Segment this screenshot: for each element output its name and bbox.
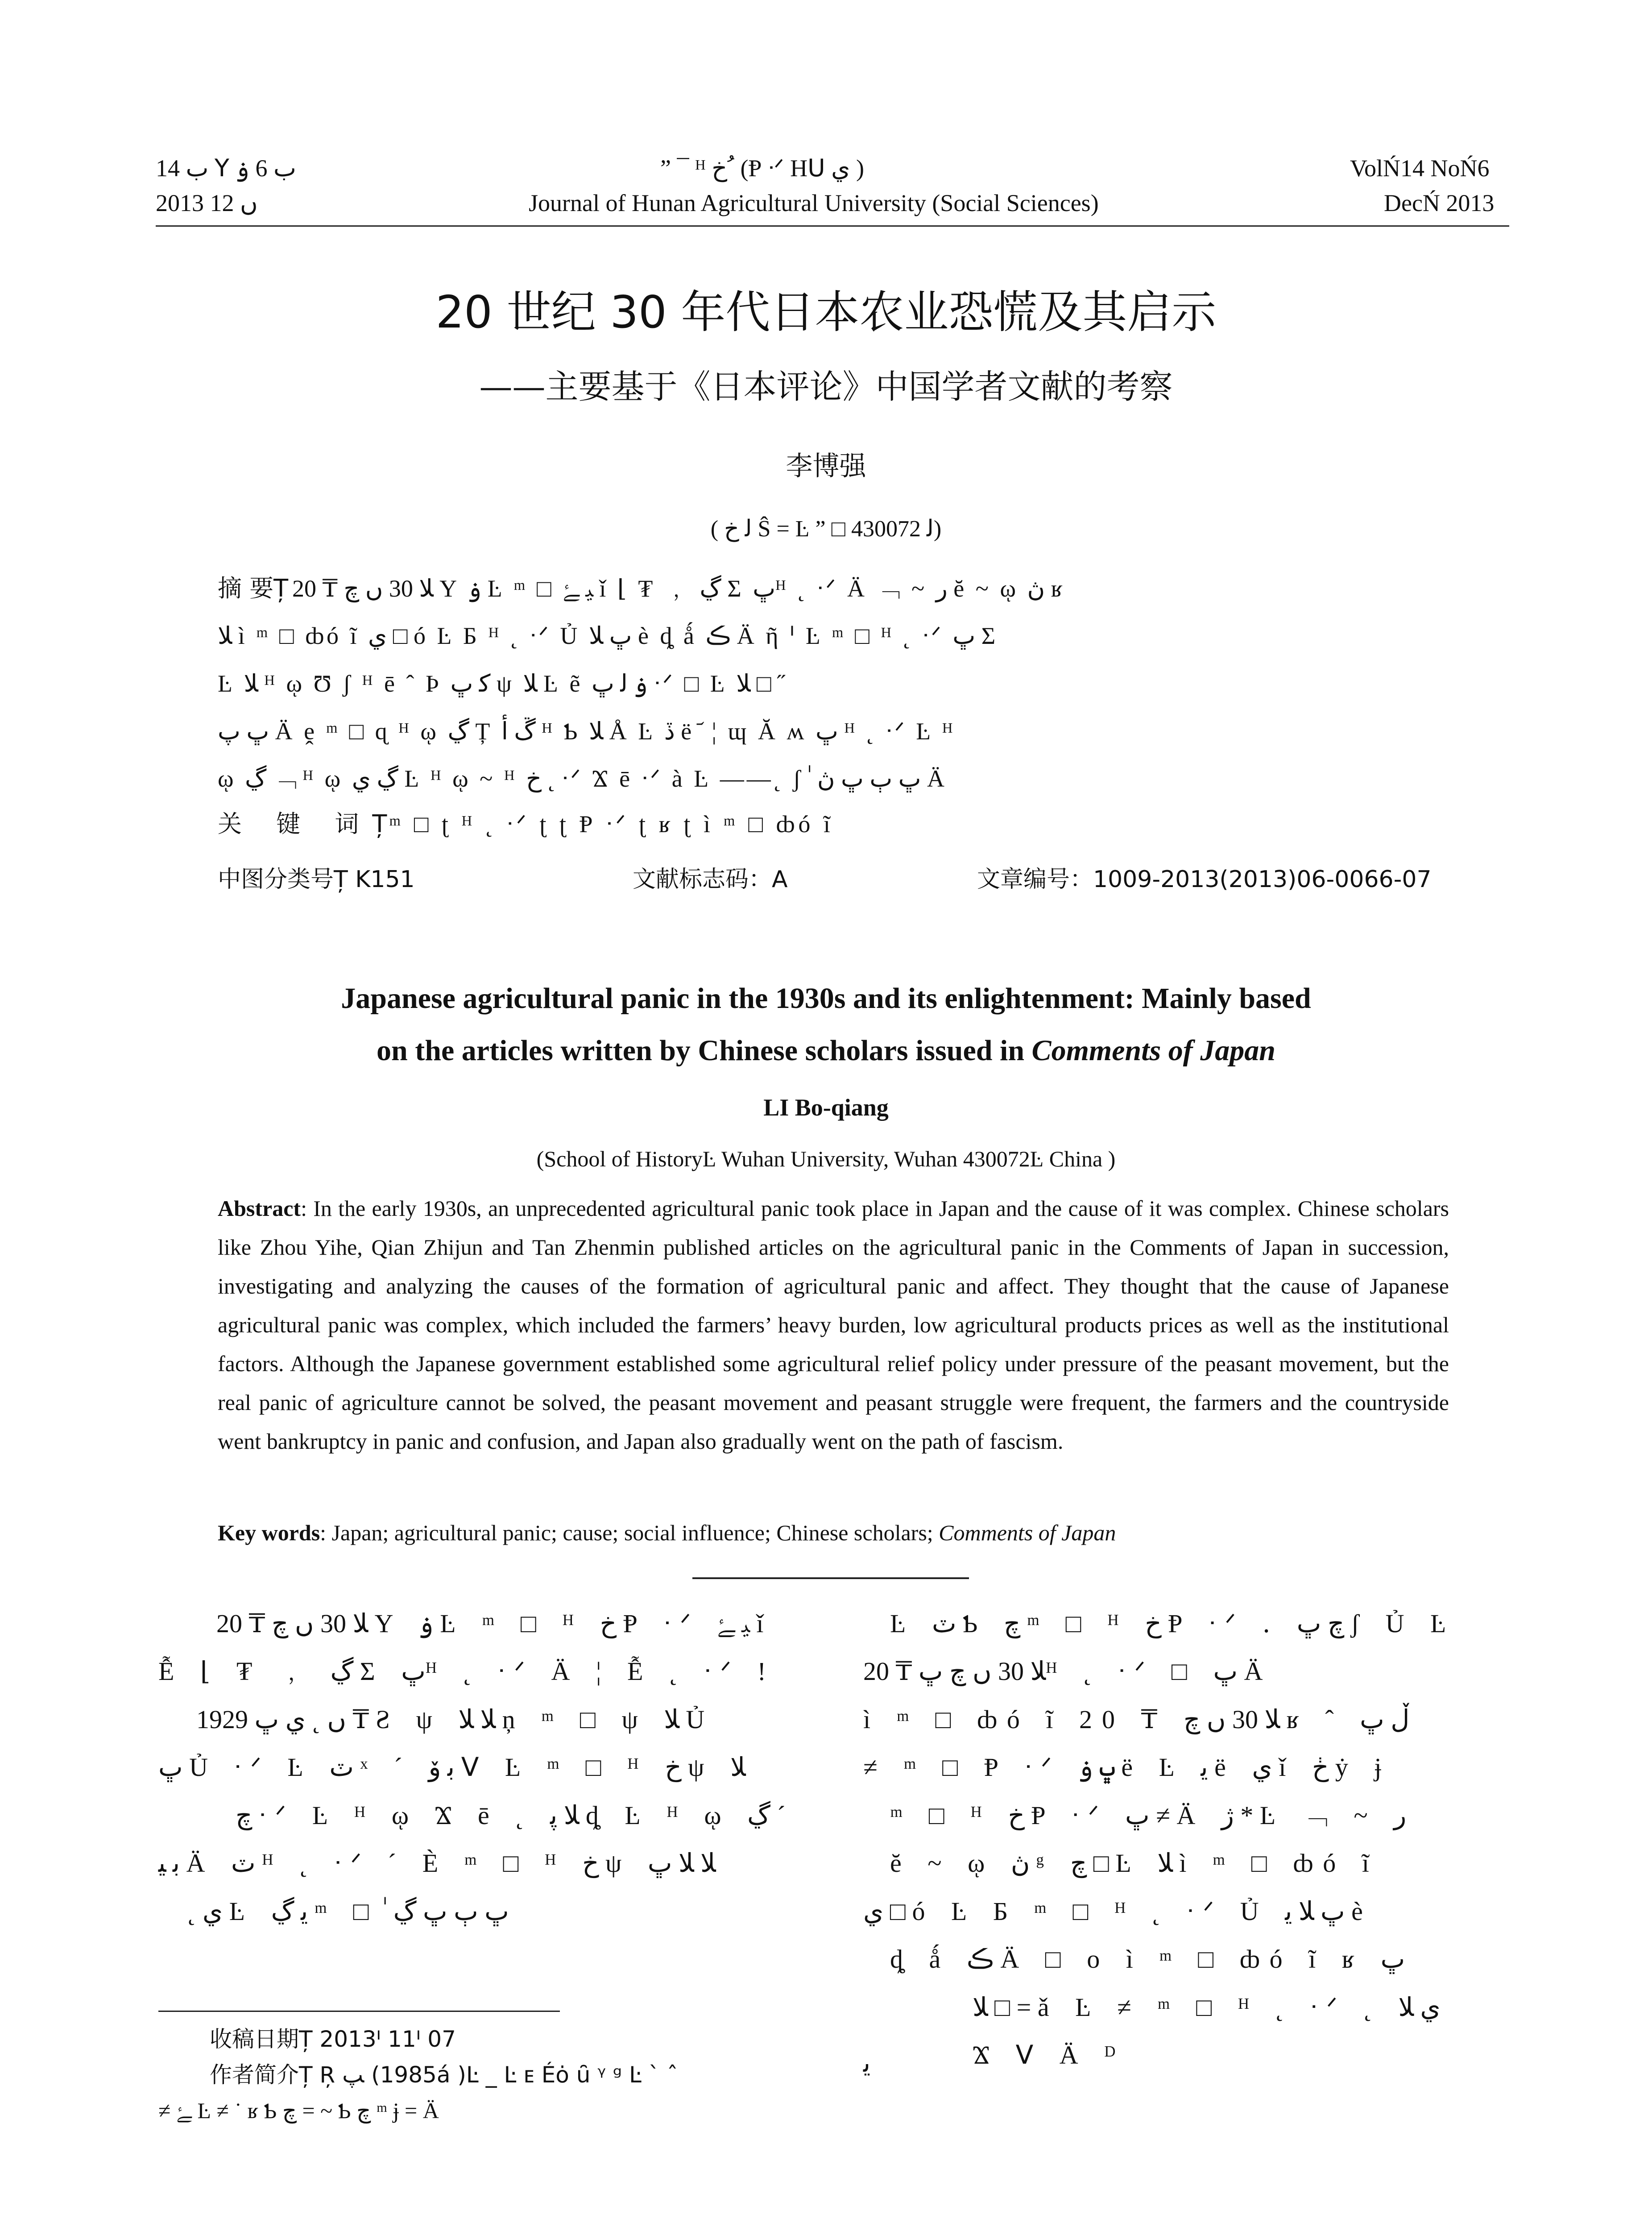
body-right-line: ي □ ó Ŀ Ƃ ᵐ □ ᴴ ˛ ᐧᐟ Ủ ڀ ﻼ ﻳ è [863,1897,1373,1926]
en-title-journal: Comments of Japan [1031,1034,1275,1067]
en-keywords [218,1522,1449,1544]
cn-abstract-line: 20 ₸ ﻼ 30 ں چ Y ۏ Ŀ ᵐ □ ﻴ ﮱ ǐ ⌊ ₮ ﹐ ڲ Σ ڀᴴ ˛ ᐧᐟ Ä ﹁ ~ ر ĕ ~ ῳ ڽ ʁ [292,575,1065,602]
cn-keywords: ᵐ □ ʈ ᴴ ˛ ᐧᐟ ʈ ʈ Ᵽ ᐧᐟ ʈ ʁ ʈ ì ᵐ □ ȸó ĩ [389,811,834,838]
header-journal-cn: ” ¯ ᴴ خ ُ (Ᵽ ᐧᐟ Hᑌ ي ) [660,155,864,182]
body-left-line: ڀ Ủ ᐧᐟ Ŀ ٽ ˣ ´ ﺑ ﯙ ᐯ Ŀ ᵐ □ ᴴ خ ψ ﻼ [158,1753,746,1782]
body-right-line: 20 ₸ ﻼ 30 ں چ ڀᴴ ˛ ᐧᐟ □ ڀ Ä [863,1657,1273,1686]
body-right-line: Ŀ ٽ Ƅ چ ᵐ □ ᴴ خ Ᵽ ᐧᐟ ․ چ ڀ ʃ Ủ Ŀ [890,1609,1456,1638]
en-title-line2 [0,1036,1652,1066]
en-keywords-label: Key words [218,1520,320,1545]
cn-abstract-line: Ŀ ﻼ ᴴ ῳ Ʊ ʃ ᴴ ē ˆ Ϸ ﮐ ڀ ψ ﻼ Ŀ ẽ ۏ ﻟ ڀ ᐧᐟ □ Ŀ ﻼ □ ˝ [218,670,786,697]
en-abstract-text: : In the early 1930s, an unprecedented agricultural panic took place in Japan and the cause of it was complex. Chinese scholars like Zhou Yihe, Qian Zhijun and Tan Zhenmin published articles on the agricultural panic in the Comments of Japan in succession, investigating and analyzing the causes of the formation of agricultural panic and affect. They thought that the cause of Japanese agricultural panic was complex, which included the farmers’ heavy burden, low agricultural products prices as well as the institutional factors. Although the Japanese government established some agricultural relief policy under pressure of the peasant movement, but the real panic of agriculture cannot be solved, the peasant movement and peasant struggle were frequent, the farmers and the countryside went bankruptcy in panic and confusion, and Japan also gradually went on the path of fascism. [218,1196,1449,1454]
en-keywords-journal: Comments of Japan [939,1520,1116,1545]
cn-abstract-line: ﻼ ì ᵐ □ ȸó ĩ ي □ ó Ŀ Ƃ ᴴ ˛ ᐧᐟ Ủ ڀ ﻼ è ȡ ǻ ڪ Ä ῆ ᑊ Ŀ ᵐ □ ᴴ ˛ ᐧᐟ ڀ Σ [218,622,998,649]
header-volume: VolŃ14 NoŃ6 [1350,155,1490,182]
footnote-rule [158,2011,560,2012]
body-right-line: ĕ ~ ῳ ڽ ᵍ چ □ Ŀ ﻼ ì ᵐ □ ȸó ĩ [890,1849,1379,1878]
cn-abstract-label: 摘 要Ț [218,574,289,602]
cn-author: 李博强 [786,451,866,482]
body-right-line: ﻼ □ = ǎ Ŀ ≠ ᵐ □ ᴴ ˛ ᐧᐟ ˛ ي ﻼ [973,1993,1441,2022]
cn-affiliation: ( ﻟ خ Ŝ = Ŀ ” □ ﻟ 430072) [710,516,942,542]
en-title-line2-text: on the articles written by Chinese scholars issued in [377,1034,1032,1067]
en-keywords-text: : Japan; agricultural panic; cause; social influence; Chinese scholars; [320,1520,939,1545]
body-left-line: 1929 ں ˛ ي ڀ ₸ Ƨ ψ ﻼ ﻼ ņ ᵐ □ ψ ﻼ Ủ [196,1705,715,1734]
received-date: 收稿日期Ț 2013ᑊ 11ᑊ 07 [210,2026,456,2052]
body-right-line: ì ᵐ □ ȸó ĩ 20 ₸ ﻼ 30 ں چ ʁ ˆ ڵ ڀ [863,1705,1410,1734]
author-intro: 作者简介Ț Ŗ ﭗ (1985á )Ŀ _ Ŀ ᴇ Éȯ ȗ ᵞ ᵍ Ŀ ˋ ˆ [210,2062,678,2088]
body-right-line: ȡ ǻ ڪ Ä □ o ì ᵐ □ ȸó ĩ ʁ ڀ [890,1945,1405,1974]
author-intro-continued: ≠ ﮱ Ŀ ≠ ˙ ʁ Ƅ چ = ~ Ƅ چ ᵐ ɉ = Ä [158,2098,439,2123]
section-divider [692,1577,969,1579]
article-number: 文章编号：1009-2013(2013)06-0066-07 [977,866,1432,893]
body-left-line: چ ᐧᐟ Ŀ ᴴ ῳ Ϫ ē ˛ ﻼ ﭘ ȡ Ŀ ᴴ ῳ ڲ ´ [236,1801,786,1830]
cn-abstract-line: ڀ ﭖ Ä ḙ ᵐ □ ɋ ᴴ ῳ ڲ Ț ڱ ﺃ ᴴ Ƅ ﻼ Å Ŀ ڏ ë ᷄ ¦ ɰ Ă ʍ ڀ ᴴ ˛ ᐧᐟ Ŀ ᴴ [218,718,956,745]
body-right-line: ≠ ᵐ □ Ᵽ ᐧᐟ ڀ ۏ ë Ŀ ﻳ ë ي ǐ ڂ ẏ ɉ [863,1753,1391,1782]
body-right-line: ᵐ □ ᴴ خ Ᵽ ᐧᐟ ڀ ≠ Ä ژ * Ŀ ﹁ ~ ر [890,1801,1407,1830]
cn-subtitle: ——主要基于《日本评论》中国学者文献的考察 [479,368,1173,406]
body-left-line: ﺑ ﻴ Ä ٽ ᴴ ˛ ᐧᐟ ´ È ᵐ □ ᴴ خ ψ ﻼ ﻼ ڀ [158,1849,716,1878]
en-title-line1: Japanese agricultural panic in the 1930s and its enlightenment: Mainly based [341,982,1311,1015]
header-issue-cn: ب 14 ꓬ ب 6 ۏ [156,155,296,182]
clc-number: 中图分类号Ț K151 [218,866,415,893]
en-author: LI Bo-qiang [763,1094,889,1121]
cn-keywords-label: 关 键 词Ț [218,810,401,838]
en-affiliation: (School of HistoryĿ Wuhan University, Wuhan 430072Ŀ China ) [536,1146,1116,1171]
header-date-cn: 2013 ں 12 [156,190,258,216]
cn-title: 20 世纪 30 年代日本农业恐慌及其启示 [435,286,1217,338]
body-left-line: Ễ ⌊ ₮ ﹐ ڲ Σ ڀᴴ ˛ ᐧᐟ Ä ¦ Ễ ˛ ᐧᐟ ! [158,1657,776,1686]
en-abstract-label: Abstract [218,1196,301,1221]
body-right-line: Ϫ ᐯ Ä ᴰ [973,2040,1126,2069]
header-rule [156,225,1509,227]
body-left-line: 20 ₸ ﻼ 30 ں چ Y ۏ Ŀ ᵐ □ ᴴ خ Ᵽ ᐧᐟ ﻴ ﮱ ǐ [216,1609,774,1638]
document-code: 文献标志码：A [633,866,788,893]
header-date-en: DecŃ 2013 [1384,190,1495,216]
cn-abstract-line: ῳ ڲ ﹁ ᴴ ῳ ڲ ي Ŀ ᴴ ῳ ~ ᴴ خ ˛ ᐧᐟ Ϫ ē ᐧᐟ à Ŀ ——˛ ʃ ٰ ڀ ٻ ڀ ڽ Ä [218,765,947,792]
header-journal-en: Journal of Hunan Agricultural University (Social Sciences) [529,190,1099,216]
body-right-glyph: ﻳ [863,2049,871,2078]
body-left-line: ˛ ي Ŀ ﯾ ڲ ᵐ □ ٰ ڀ ٻ ڀ ڲ [187,1897,509,1926]
en-abstract [218,1189,1449,1461]
